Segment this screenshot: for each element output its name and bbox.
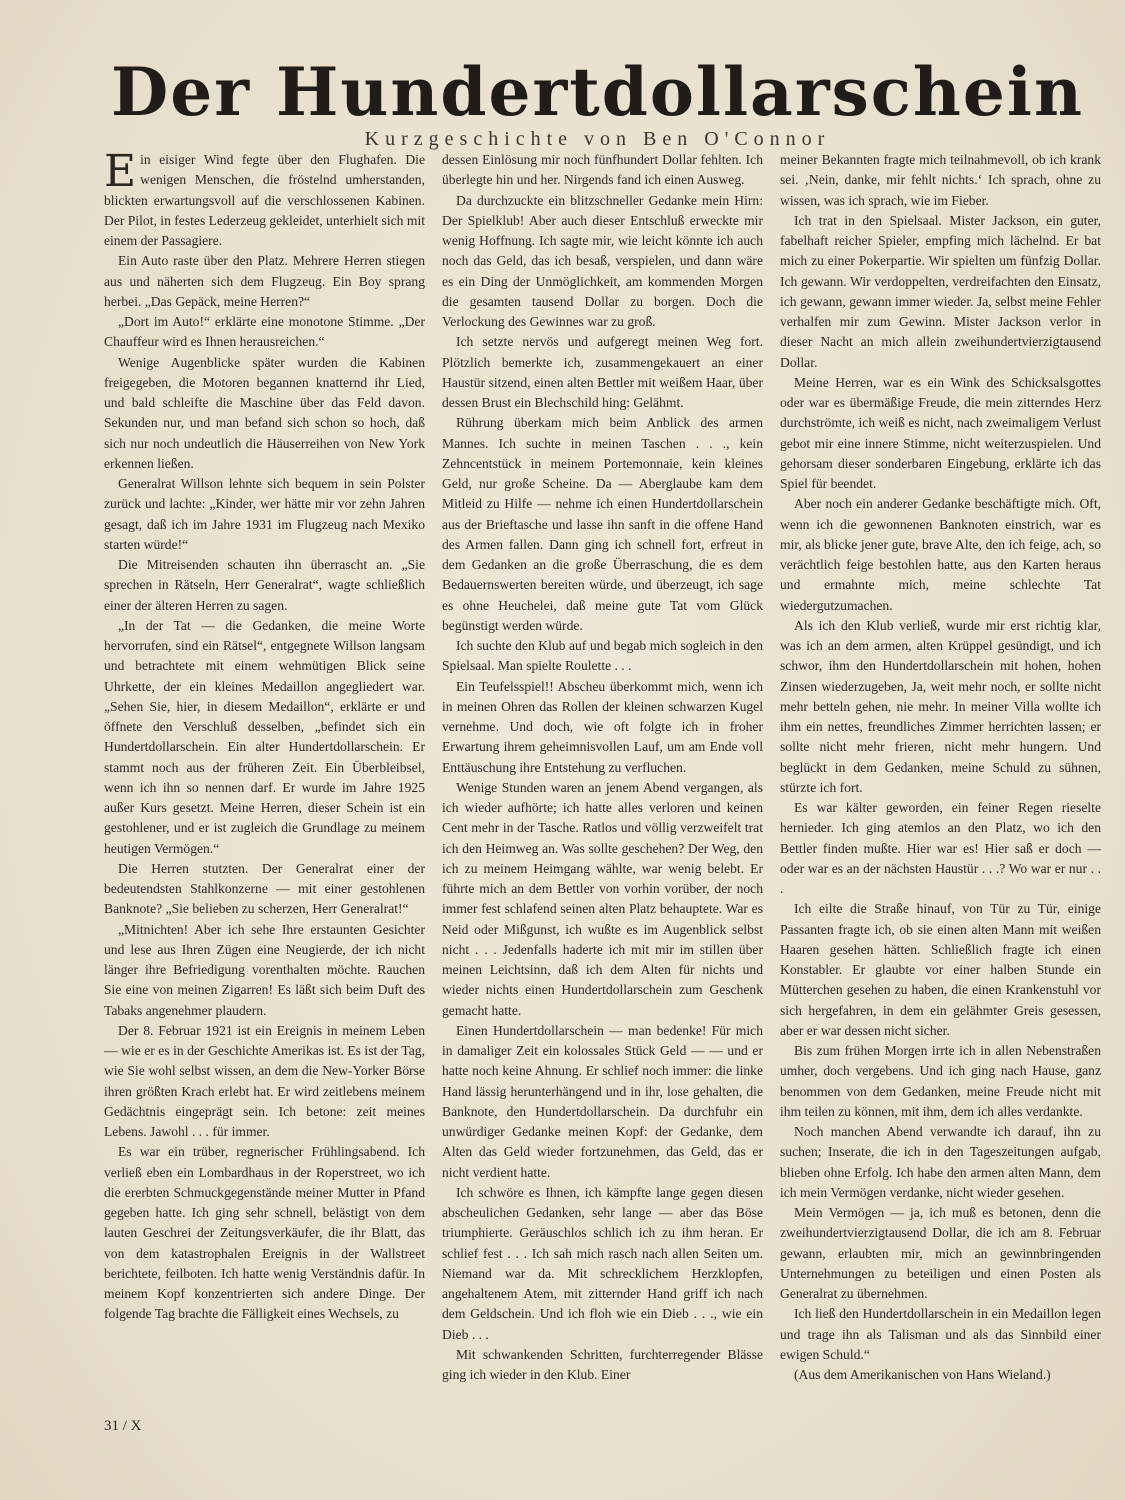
paragraph: Ein Auto raste über den Platz. Mehrere Herren stiegen aus und näherten sich dem Flugzeug. Ein Boy sprang herbei. „Das Gepäck, meine Herren?“: [104, 253, 425, 309]
column-3: [780, 150, 1101, 1415]
paragraph: Mein Vermögen — ja, ich muß es betonen, denn die zweihundertvierzigtausend Dollar, die ich am 8. Februar gewann, erlaubten mir, mich an gewinnbringenden Unternehmungen zu beteiligen und einen Posten als Generalrat zu übernehmen.: [780, 1205, 1101, 1301]
paragraph: Ich suchte den Klub auf und begab mich sogleich in den Spielsaal. Man spielte Roulette . . .: [442, 638, 763, 674]
story-title: Der Hundertdollarschein: [111, 53, 1084, 131]
column-1: [104, 150, 425, 1415]
paragraph: Ich ließ den Hundertdollarschein in ein Medaillon legen und trage ihn als Talisman und als das Sinnbild einer ewigen Schuld.“: [780, 1306, 1101, 1362]
drop-cap: E: [104, 150, 137, 197]
paragraph: Ich schwöre es Ihnen, ich kämpfte lange gegen diesen abscheulichen Gedanken, sehr lange — aber das Böse triumphierte. Geräuschlos schlich ich zu ihm heran. Er schlief fest . . . Ich sah mich rasch nach allen Seiten um. Niemand war da. Mit schrecklichem Herzklopfen, angehaltenem Atem, mit zitternder Hand griff ich nach dem Geldschein. Und ich floh wie ein Dieb . . ., wie ein Dieb . . .: [442, 1184, 763, 1342]
paragraph: Ich setzte nervös und aufgeregt meinen Weg fort. Plötzlich bemerkte ich, zusammengekauert an einer Haustür sitzend, einen alten Bettler mit weißem Haar, über dessen Brust ein Blechschild hing: Gelähmt.: [442, 334, 763, 410]
paragraph: Die Herren stutzten. Der Generalrat einer der bedeutendsten Stahlkonzerne — mit einer gestohlenen Banknote? „Sie belieben zu scherzen, Herr Generalrat!“: [104, 860, 425, 917]
paragraph: Meine Herren, war es ein Wink des Schicksalsgottes oder war es übermäßige Freude, die mein zitterndes Herz durchströmte, ich weiß es nicht, nach zweimaligem Verlust gebot mir eine innere Stimme, nicht weiterzuspielen. Und gehorsam dieser sonderbaren Eingebung, erklärte ich das Spiel für beendet.: [780, 374, 1101, 491]
paragraph: meiner Bekannten fragte mich teilnahmevoll, ob ich krank sei. ‚Nein, danke, mir fehlt nichts.‘ Ich sprach, ohne zu wissen, was ich sprach, wie im Fieber.: [780, 152, 1101, 208]
paragraph: „Dort im Auto!“ erklärte eine monotone Stimme. „Der Chauffeur wird es Ihnen herausreichen.“: [104, 314, 425, 350]
paragraph: Wenige Stunden waren an jenem Abend vergangen, als ich wieder aufhörte; ich hatte alles verloren und keinen Cent mehr in der Tasche. Ratlos und völlig verzweifelt trat ich den Heimweg an. Was sollte geschehen? Der Weg, den ich zu meinem Heimgang wählte, war wenig belebt. Er führte mich an dem Bettler von vorhin vorüber, der noch immer fest schlafend seinen alten Platz behauptete. War es Neid oder Mißgunst, ich wußte es im Augenblick selbst nicht . . . Jedenfalls haderte ich mit mir im stillen über meinen Leichtsinn, daß ich dem Alten für nichts und wieder nichts einen Hundertdollarschein zum Geschenk gemacht hatte.: [442, 779, 763, 1018]
paragraph: Wenige Augenblicke später wurden die Kabinen freigegeben, die Motoren begannen knatternd ihr Lied, und bald schleifte die Maschine über das Feld davon. Sekunden nur, und man befand sich schon so hoch, daß sich nur noch undeutlich die Häuserreihen von New York erkennen ließen.: [104, 354, 425, 471]
paragraph: Es war kälter geworden, ein feiner Regen rieselte hernieder. Ich ging atemlos an den Platz, wo ich den Bettler finden mußte. Hier war es! Hier saß er doch — oder war es an der nächsten Haustür . . .? Wo war er nur . . .: [780, 800, 1101, 896]
paragraph: „Mitnichten! Aber ich sehe Ihre erstaunten Gesichter und lese aus Ihren Zügen eine Neugierde, der ich nicht länger ihre Befriedigung vorenthalten möchte. Rauchen Sie eine von meinen Zigarren! Es läßt sich beim Duft des Tabaks angenehmer plaudern.: [104, 921, 425, 1018]
story-byline: Kurzgeschichte von Ben O'Connor: [364, 128, 831, 150]
paragraph: Noch manchen Abend verwandte ich darauf, ihn zu suchen; Inserate, die ich in den Tageszeitungen aufgab, blieben ohne Erfolg. Ich habe den armen alten Mann, dem ich mein Vermögen verdanke, nicht wieder gesehen.: [780, 1124, 1101, 1200]
paragraph: Aber noch ein anderer Gedanke beschäftigte mich. Oft, wenn ich die gewonnenen Banknoten einstrich, war es mir, als blicke jener gute, brave Alte, den ich feige, ach, so verächtlich feige bestohlen hatte, aus den Karten heraus und ermahnte mich, meine schlechte Tat wiedergutzumachen.: [780, 496, 1101, 613]
paragraph: Bis zum frühen Morgen irrte ich in allen Nebenstraßen umher, doch vergebens. Und ich ging nach Hause, ganz benommen von dem Gedanken, meine Freude nicht mit ihm teilen zu können, mit ihm, dem ich alles verdankte.: [780, 1043, 1101, 1119]
paragraph: Ein eisiger Wind fegte über den Flughafen. Die wenigen Menschen, die fröstelnd umherstanden, blickten erwartungsvoll auf die verschlossenen Kabinen. Der Pilot, in festes Lederzeug gekleidet, unterhielt sich mit einem der Passagiere.: [104, 150, 425, 248]
paragraph: Der 8. Februar 1921 ist ein Ereignis in meinem Leben — wie er es in der Geschichte Amerikas ist. Es ist der Tag, wie Sie wohl selbst wissen, an dem die New-Yorker Börse ihren größten Krach erlebt hat. Er wird zeitlebens meinem Gedächtnis eingeprägt sein. Ich betone: zeit meines Lebens. Jawohl . . . für immer.: [104, 1022, 425, 1139]
paragraph: Generalrat Willson lehnte sich bequem in sein Polster zurück und lachte: „Kinder, wer hätte mir vor zehn Jahren gesagt, daß ich im Jahre 1931 im Flugzeug nach Mexiko starten würde!“: [104, 476, 425, 552]
paragraph: Es war ein trüber, regnerischer Frühlingsabend. Ich verließ eben ein Lombardhaus in der Roperstreet, wo ich die ererbten Schmuckgegenstände meiner Mutter in Pfand gegeben hatte. Ich ging sehr schnell, belästigt von dem lauten Geschrei der Zeitungsverkäufer, die ihr Blatt, das von dem katastrophalen Ereignis in der Wallstreet berichtete, feilboten. Ich hatte wenig Verständnis dafür. In meinem Kopf konzentrierten sich andere Dinge. Der folgende Tag brachte die Fälligkeit eines Wechsels, zu: [104, 1144, 425, 1322]
page-number: 31 / X: [104, 1418, 142, 1434]
paragraph: Da durchzuckte ein blitzschneller Gedanke mein Hirn: Der Spielklub! Aber auch dieser Entschluß erweckte mir wenig Hoffnung. Ich sagte mir, wie leicht könnte ich auch noch das Geld, das ich besaß, verspielen, und dann wäre es ein Ding der Unmöglichkeit, am kommenden Morgen die gesamten tausend Dollar zu borgen. Doch die Verlockung des Gewinnes war zu groß.: [442, 192, 763, 329]
paragraph: Mit schwankenden Schritten, furchterregender Blässe ging ich wieder in den Klub. Einer: [442, 1346, 763, 1382]
paragraph: Ich trat in den Spielsaal. Mister Jackson, ein guter, fabelhaft reicher Spieler, empfing mich lächelnd. Er bat mich zu einer Pokerpartie. Wir spielten um fünfzig Dollar. Ich gewann. Wir verdoppelten, verdreifachten den Einsatz, ich gewann, gewann immer wieder. Ja, selbst meine Fehler verhalfen mir zum Gewinn. Mister Jackson verlor in dieser Nacht an mich allein zweihundertvierzigtausend Dollar.: [780, 212, 1101, 370]
paragraph: dessen Einlösung mir noch fünfhundert Dollar fehlten. Ich überlegte hin und her. Nirgends fand ich einen Ausweg.: [442, 152, 763, 188]
paragraph: „In der Tat — die Gedanken, die meine Worte hervorrufen, sind ein Rätsel“, entgegnete Willson langsam und betrachtete mit einem wehmütigen Blick seine Uhrkette, der ein kleines Medaillon angegliedert war. „Sehen Sie, hier, in diesem Medaillon“, erklärte er und öffnete den Verschluß desselben, „befindet sich ein Hundertdollarschein. Ein alter Hundertdollarschein. Er stammt noch aus der früheren Zeit. Ein Überbleibsel, wenn ich ihn so nennen darf. Er wurde im Jahre 1925 außer Kurs gesetzt. Meine Herren, dieser Schein ist ein gestohlener, und er ist zugleich die Grundlage zu meinem heutigen Vermögen.“: [104, 617, 425, 856]
paragraph: (Aus dem Amerikanischen von Hans Wieland.): [794, 1367, 1051, 1382]
paragraph: Rührung überkam mich beim Anblick des armen Mannes. Ich suchte in meinen Taschen . . ., kein Zehncentstück in meinem Portemonnaie, kein kleines Geld, nur große Scheine. Da — Aberglaube kam dem Mitleid zu Hilfe — nehme ich einen Hundertdollarschein aus der Brieftasche und lasse ihn sanft in die offene Hand des Armen fallen. Dann ging ich schnell fort, erfreut in dem Gedanken an die große Überraschung, die es dem Bedauernswerten bereiten würde, und überzeugt, ich sage es ohne Heuchelei, daß meine gute Tat vom Glück begünstigt werden würde.: [442, 415, 763, 633]
paragraph: Einen Hundertdollarschein — man bedenke! Für mich in damaliger Zeit ein kolossales Stück Geld — — und er hatte noch keine Ahnung. Er schlief noch immer: die linke Hand lässig herunterhängend und in ihr, lose gehalten, die Banknote, den Hundertdollarschein. Da durchfuhr ein unwürdiger Gedanke meinen Kopf: der Gedanke, dem Alten das Geld wieder fortzunehmen, das Geld, das er nicht verdient hatte.: [442, 1022, 763, 1180]
paragraph: Ein Teufelsspiel!! Abscheu überkommt mich, wenn ich in meinen Ohren das Rollen der kleinen schwarzen Kugel vernehme. Und doch, wie oft folgte ich in froher Erwartung ihrem geheimnisvollen Lauf, um am Ende voll Enttäuschung ihre Entstehung zu verfluchen.: [442, 678, 763, 775]
text-columns: [104, 150, 1101, 1415]
paragraph: Ich eilte die Straße hinauf, von Tür zu Tür, einige Passanten fragte ich, ob sie einen alten Mann mit weißen Haaren gesehen hätten. Schließlich fragte ich einen Konstabler. Er glaubte vor einer halben Stunde ein Mütterchen gesehen zu haben, die einen Krankenstuhl vor sich hergefahren, in dem ein gelähmter Greis gesessen, aber er war dessen nicht sicher.: [780, 901, 1101, 1038]
column-2: [442, 150, 763, 1415]
paragraph: Die Mitreisenden schauten ihn überrascht an. „Sie sprechen in Rätseln, Herr Generalrat“, wagte schließlich einer der älteren Herren zu sagen.: [104, 557, 425, 613]
paragraph: Als ich den Klub verließ, wurde mir erst richtig klar, was ich an dem armen, alten Krüppel gesündigt, und ich schwor, ihm den Hundertdollarschein mit hohen, hohen Zinsen wiederzugeben, Ja, weit mehr noch, er sollte nicht mehr betteln gehen, nie mehr. In meiner Villa wollte ich ihm ein nettes, freundliches Zimmer herrichten lassen; er sollte nicht mehr frieren, nicht mehr hungern. Und beglückt in dem Gedanken, meine Schuld zu sühnen, stürzte ich fort.: [780, 617, 1101, 795]
